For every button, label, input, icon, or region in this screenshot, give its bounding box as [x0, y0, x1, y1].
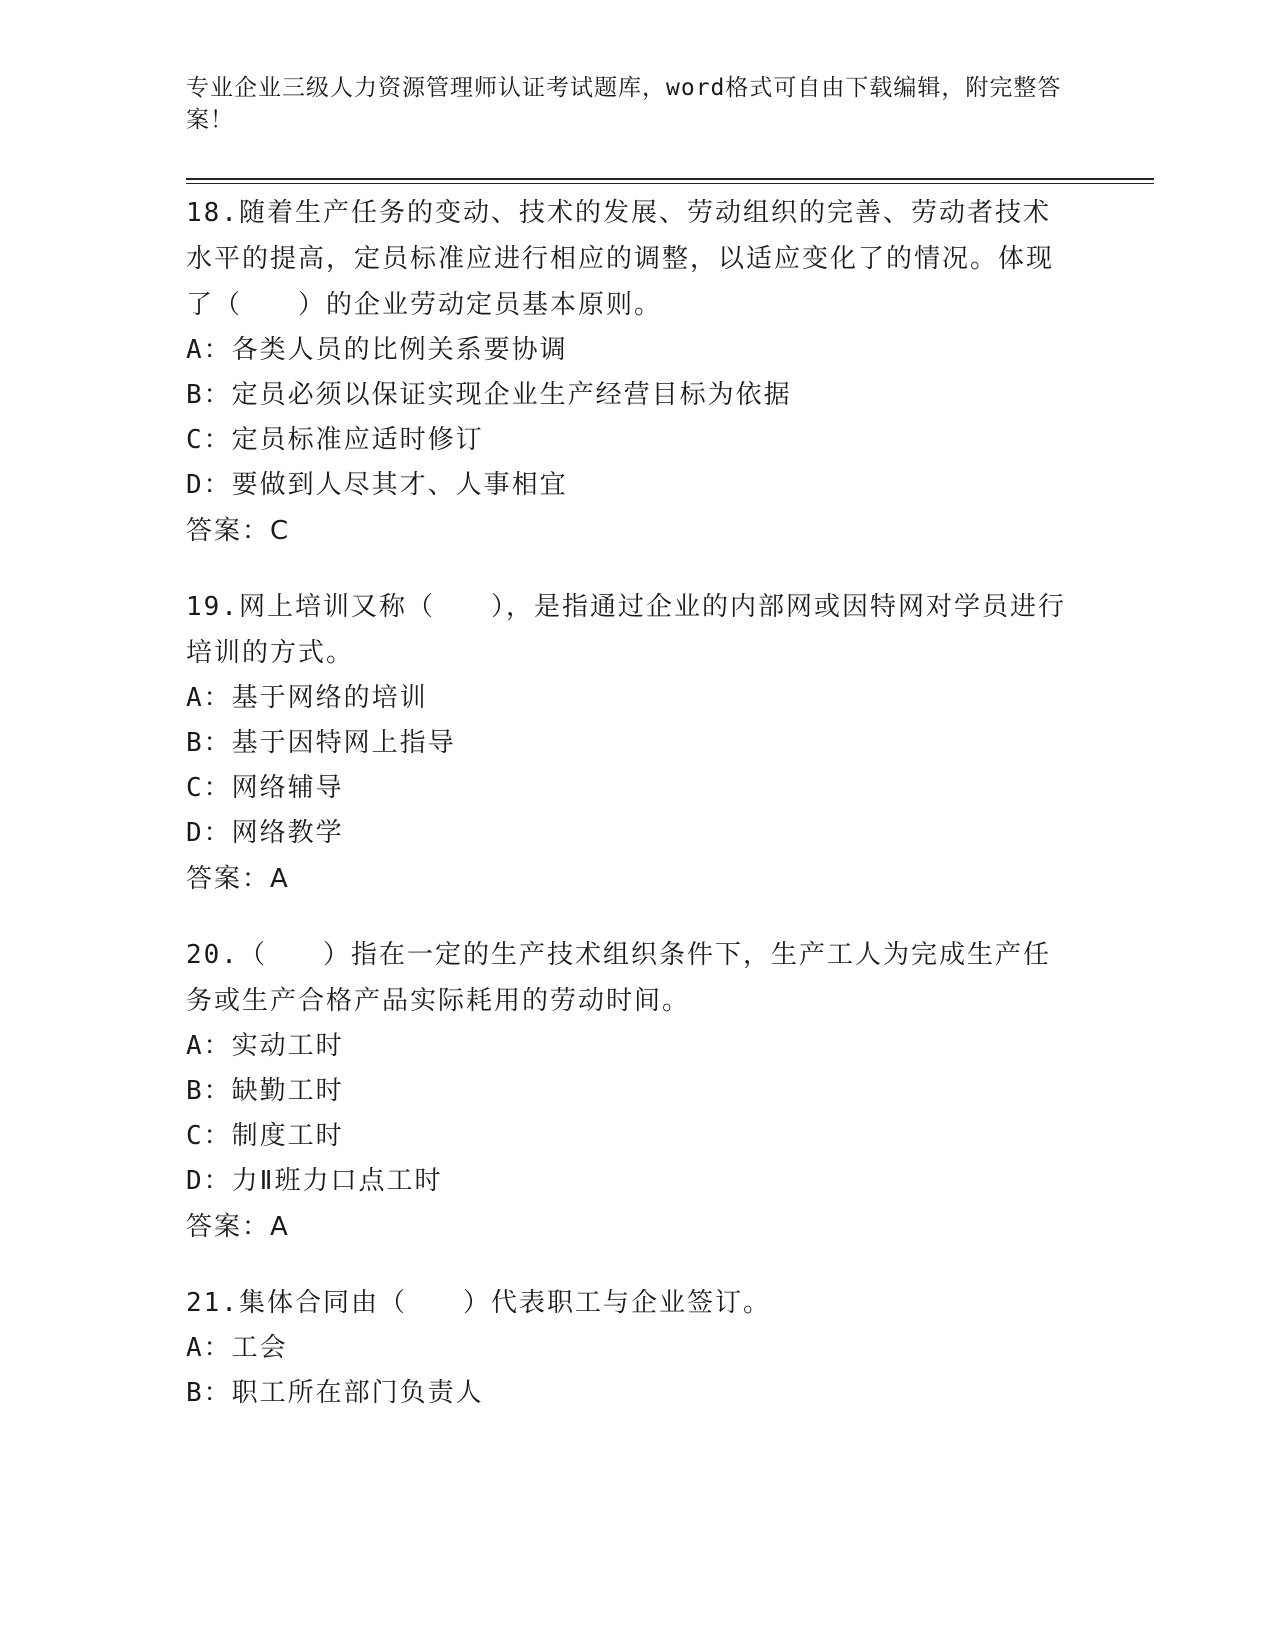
option-a: A：工会 [186, 1333, 288, 1363]
option-c: C：网络辅导 [186, 773, 344, 803]
option-d: D：要做到人尽其才、人事相宜 [186, 470, 568, 500]
question-stem: 19.网上培训又称（ ），是指通过企业的内部网或因特网对学员进行培训的方式。 [186, 592, 1066, 668]
answer-text: 答案：C [186, 516, 291, 546]
option-a: A：基于网络的培训 [186, 683, 428, 713]
option-a: A：实动工时 [186, 1031, 344, 1061]
question-20 [186, 932, 1066, 1250]
option-d: D：网络教学 [186, 818, 344, 848]
option-b: B：基于因特网上指导 [186, 728, 456, 758]
header-divider [186, 178, 1154, 180]
option-b: B：缺勤工时 [186, 1076, 344, 1106]
option-d: D：力Ⅱ班力口点工时 [186, 1166, 443, 1196]
question-stem: 20.（ ）指在一定的生产技术组织条件下，生产工人为完成生产任务或生产合格产品实际耗用的劳动时间。 [186, 940, 1051, 1016]
option-a: A：各类人员的比例关系要协调 [186, 335, 568, 365]
page-header: 专业企业三级人力资源管理师认证考试题库，word格式可自由下载编辑，附完整答案！ [186, 75, 1062, 133]
option-b: B：职工所在部门负责人 [186, 1378, 484, 1408]
question-19 [186, 584, 1066, 902]
question-stem: 18.随着生产任务的变动、技术的发展、劳动组织的完善、劳动者技术水平的提高，定员标准应进行相应的调整，以适应变化了的情况。体现了（ ）的企业劳动定员基本原则。 [186, 198, 1055, 320]
question-21 [186, 1280, 1066, 1416]
question-stem: 21.集体合同由（ ）代表职工与企业签订。 [186, 1288, 771, 1318]
answer-text: 答案：A [186, 1212, 290, 1242]
question-list [186, 190, 1066, 1446]
answer-text: 答案：A [186, 864, 290, 894]
option-c: C：定员标准应适时修订 [186, 425, 484, 455]
header-divider-thin [186, 183, 1154, 184]
question-18 [186, 190, 1066, 554]
option-b: B：定员必须以保证实现企业生产经营目标为依据 [186, 380, 792, 410]
option-c: C：制度工时 [186, 1121, 344, 1151]
